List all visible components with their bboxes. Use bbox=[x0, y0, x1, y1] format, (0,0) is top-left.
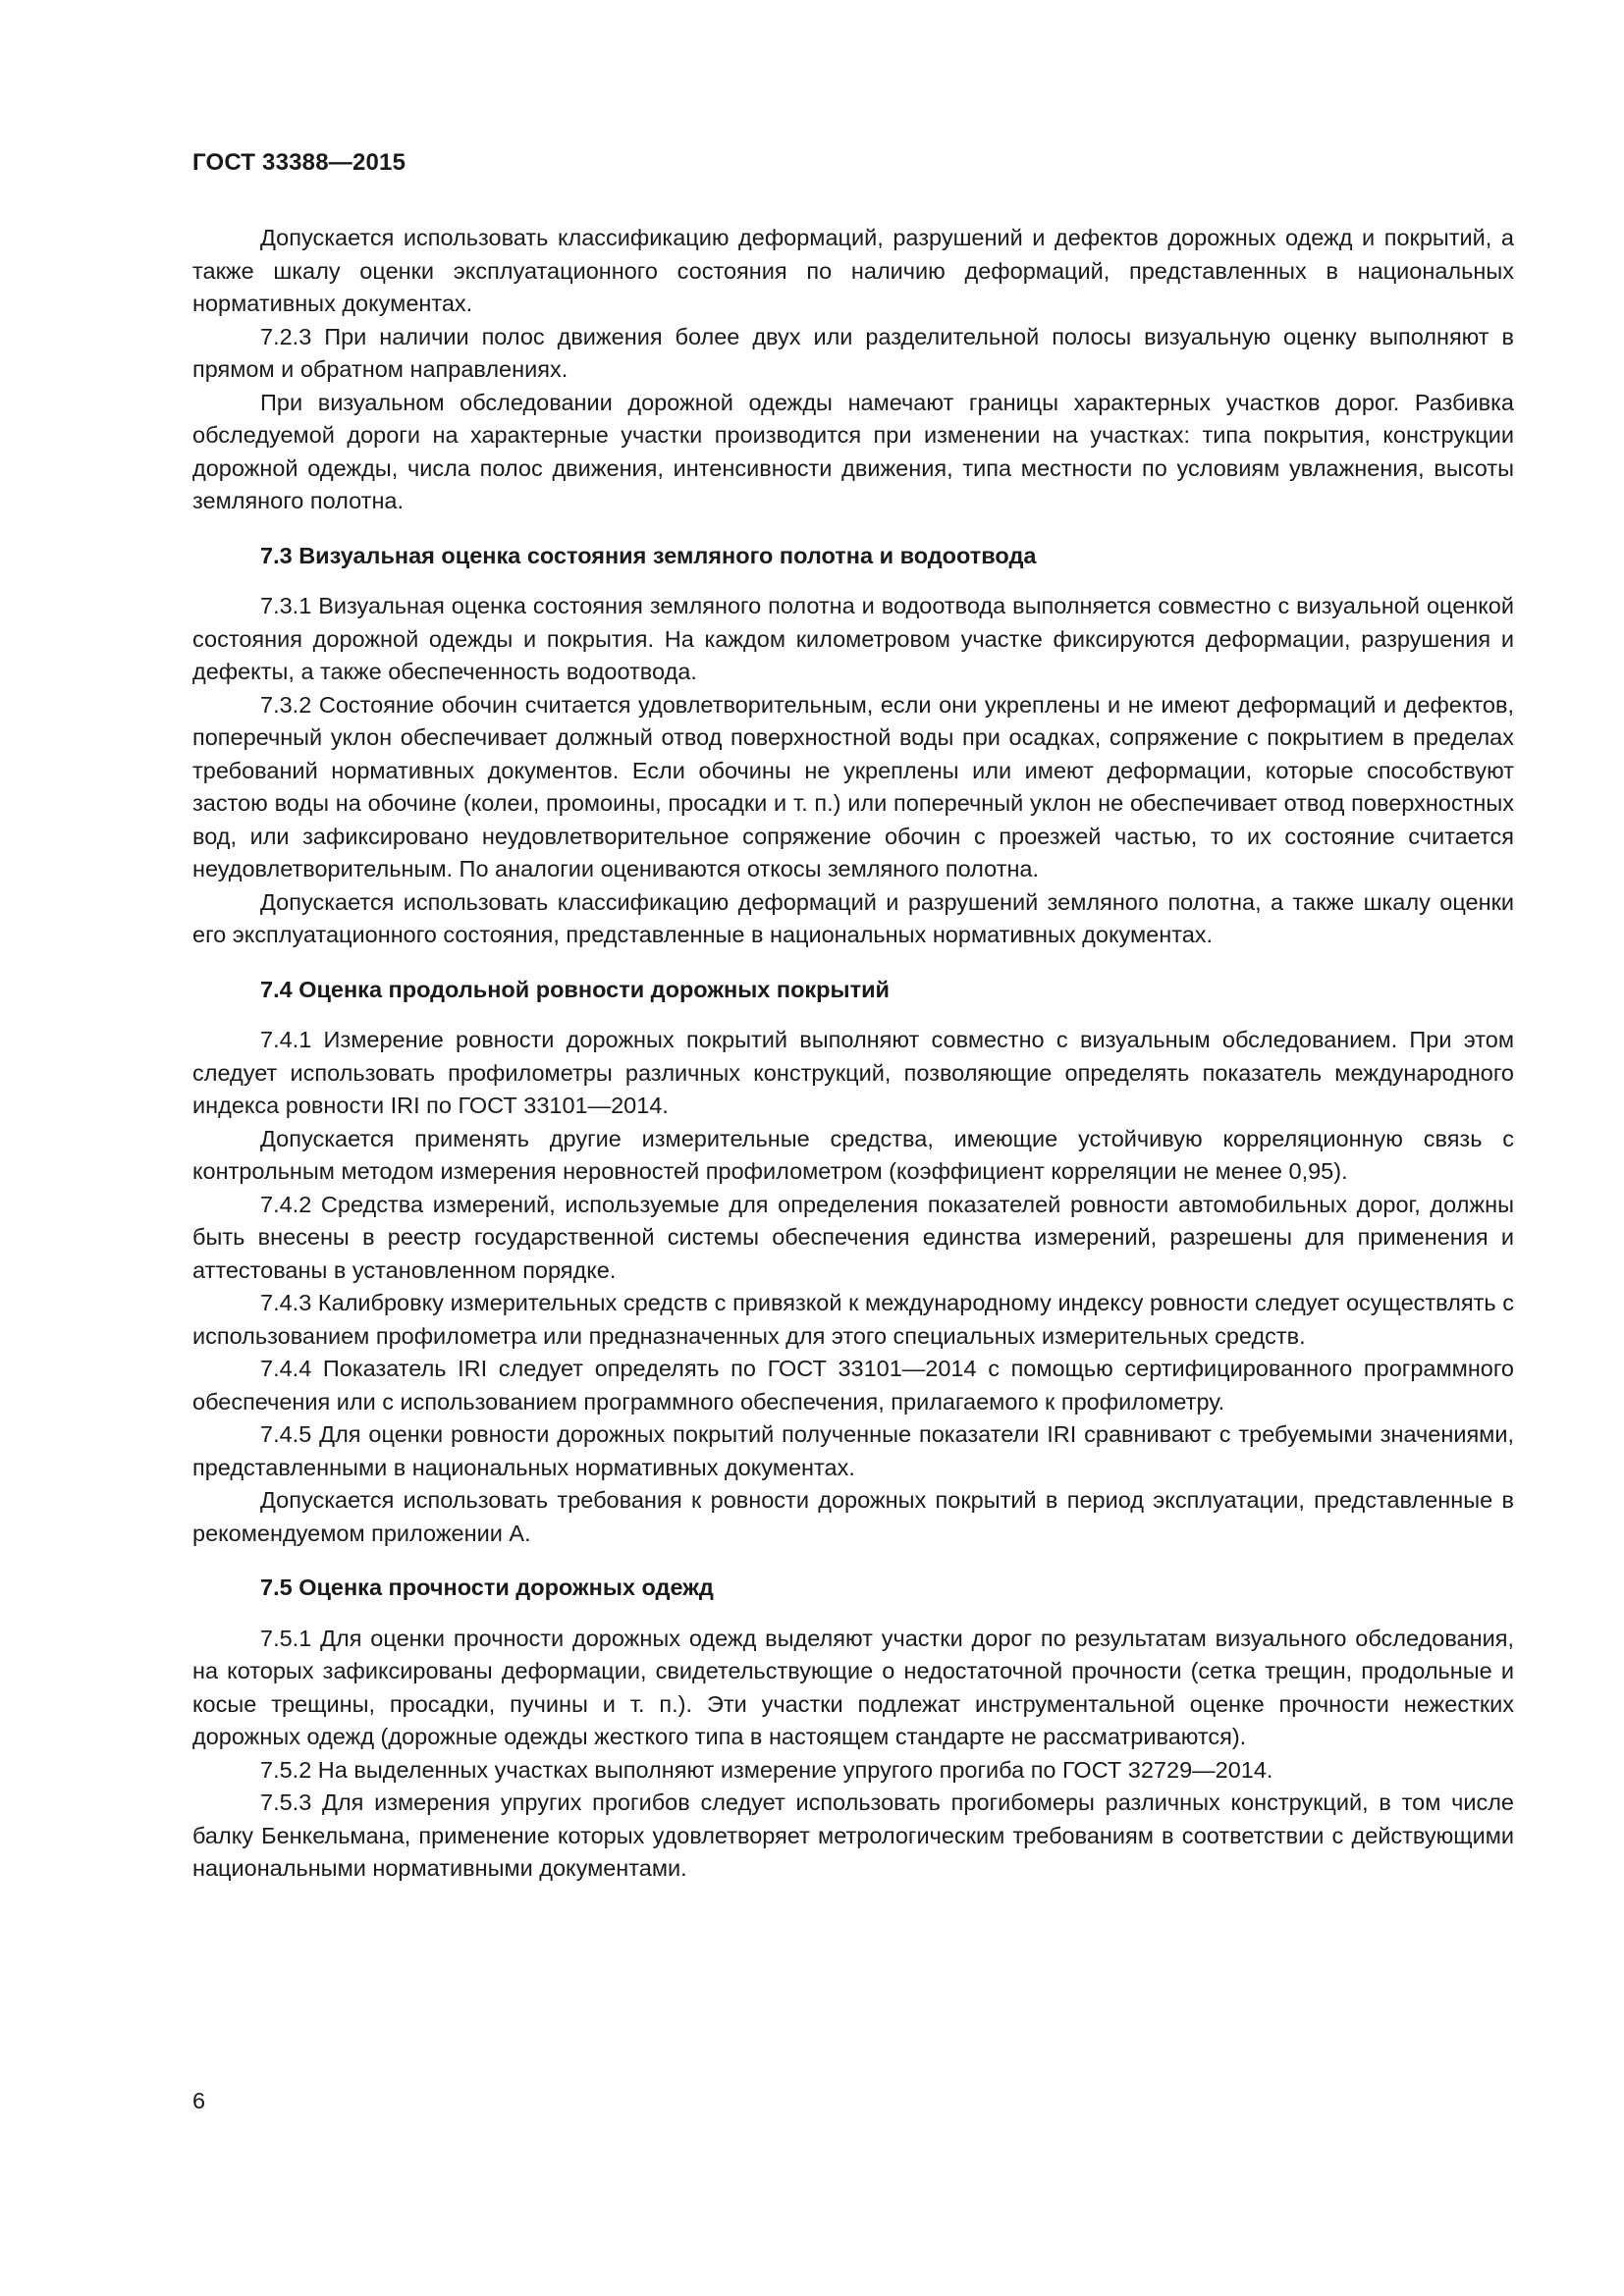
document-body bbox=[192, 222, 1514, 1886]
section-heading-7-4: 7.4 Оценка продольной ровности дорожных покрытий bbox=[260, 976, 891, 1002]
paragraph: 7.4.4 Показатель IRI следует определять по ГОСТ 33101—2014 с помощью сертифицированного программного обеспечения или с использованием программного обеспечения, прилагаемого к профилометру. bbox=[192, 1356, 1514, 1415]
paragraph: 7.4.1 Измерение ровности дорожных покрытий выполняют совместно с визуальным обследованием. При этом следует использовать профилометры различных конструкций, позволяющие определять показатель международного индекса ровности IRI по ГОСТ 33101—2014. bbox=[192, 1027, 1514, 1118]
paragraph: 7.4.2 Средства измерений, используемые для определения показателей ровности автомобильных дорог, должны быть внесены в реестр государственной системы обеспечения единства измерений, разрешены для применения и аттестованы в установленном порядке. bbox=[192, 1191, 1514, 1283]
paragraph: 7.2.3 При наличии полос движения более двух или разделительной полосы визуальную оценку выполняют в прямом и обратном направлениях. bbox=[192, 323, 1514, 382]
paragraph: Допускается использовать классификацию деформаций и разрушений земляного полотна, а также шкалу оценки его эксплуатационного состояния, представленные в национальных нормативных документах. bbox=[192, 888, 1514, 947]
page-number: 6 bbox=[192, 2088, 206, 2113]
paragraph: Допускается использовать классификацию деформаций, разрушений и дефектов дорожных одежд и покрытий, а также шкалу оценки эксплуатационного состояния по наличию деформаций, представленных в национальных нормативных документах. bbox=[192, 225, 1514, 316]
paragraph: 7.5.1 Для оценки прочности дорожных одежд выделяют участки дорог по результатам визуального обследования, на которых зафиксированы деформации, свидетельствующие о недостаточной прочности (сетка трещин, продольные и косые трещины, просадки, пучины и т. п.). Эти участки подлежат инструментальной оценке прочности нежестких дорожных одежд (дорожные одежды жесткого типа в настоящем стандарте не рассматриваются). bbox=[192, 1625, 1514, 1749]
paragraph: 7.3.2 Состояние обочин считается удовлетворительным, если они укреплены и не имеют деформаций и дефектов, поперечный уклон обеспечивает должный отвод поверхностной воды при осадках, сопряжение с покрытием в пределах требований нормативных документов. Если обочины не укреплены или имеют деформации, которые способствуют застою воды на обочине (колеи, промоины, просадки и т. п.) или поперечный уклон не обеспечивает отвод поверхностных вод, или зафиксировано неудовлетворительное сопряжение обочин с проезжей частью, то их состояние считается неудовлетворительным. По аналогии оцениваются откосы земляного полотна. bbox=[192, 691, 1514, 881]
paragraph: 7.5.3 Для измерения упругих прогибов следует использовать прогибомеры различных конструкций, в том числе балку Бенкельмана, применение которых удовлетворяет метрологическим требованиям в соответствии с действующими национальными нормативными документами. bbox=[192, 1789, 1514, 1881]
paragraph: При визуальном обследовании дорожной одежды намечают границы характерных участков дорог. Разбивка обследуемой дороги на характерные участки производится при изменении на участках: типа покрытия, конструкции дорожной одежды, числа полос движения, интенсивности движения, типа местности по условиям увлажнения, высоты земляного полотна. bbox=[192, 389, 1514, 513]
paragraph: 7.4.3 Калибровку измерительных средств с привязкой к международному индексу ровности следует осуществлять с использованием профилометра или предназначенных для этого специальных измерительных средств. bbox=[192, 1290, 1514, 1349]
section-heading-7-5: 7.5 Оценка прочности дорожных одежд bbox=[260, 1575, 714, 1600]
section-heading-7-3: 7.3 Визуальная оценка состояния земляного полотна и водоотвода bbox=[260, 542, 1037, 568]
paragraph: 7.5.2 На выделенных участках выполняют измерение упругого прогиба по ГОСТ 32729—2014. bbox=[260, 1756, 1273, 1783]
paragraph: Допускается применять другие измерительные средства, имеющие устойчивую корреляционную связь с контрольным методом измерения неровностей профилометром (коэффициент корреляции не менее 0,95). bbox=[192, 1125, 1514, 1184]
paragraph: Допускается использовать требования к ровности дорожных покрытий в период эксплуатации, представленные в рекомендуемом приложении А. bbox=[192, 1487, 1514, 1546]
paragraph: 7.4.5 Для оценки ровности дорожных покрытий полученные показатели IRI сравнивают с требуемыми значениями, представленными в национальных нормативных документах. bbox=[192, 1421, 1514, 1480]
paragraph: 7.3.1 Визуальная оценка состояния земляного полотна и водоотвода выполняется совместно с визуальной оценкой состояния дорожной одежды и покрытия. На каждом километровом участке фиксируются деформации, разрушения и дефекты, а также обеспеченность водоотвода. bbox=[192, 593, 1514, 684]
document-header: ГОСТ 33388—2015 bbox=[192, 149, 406, 176]
